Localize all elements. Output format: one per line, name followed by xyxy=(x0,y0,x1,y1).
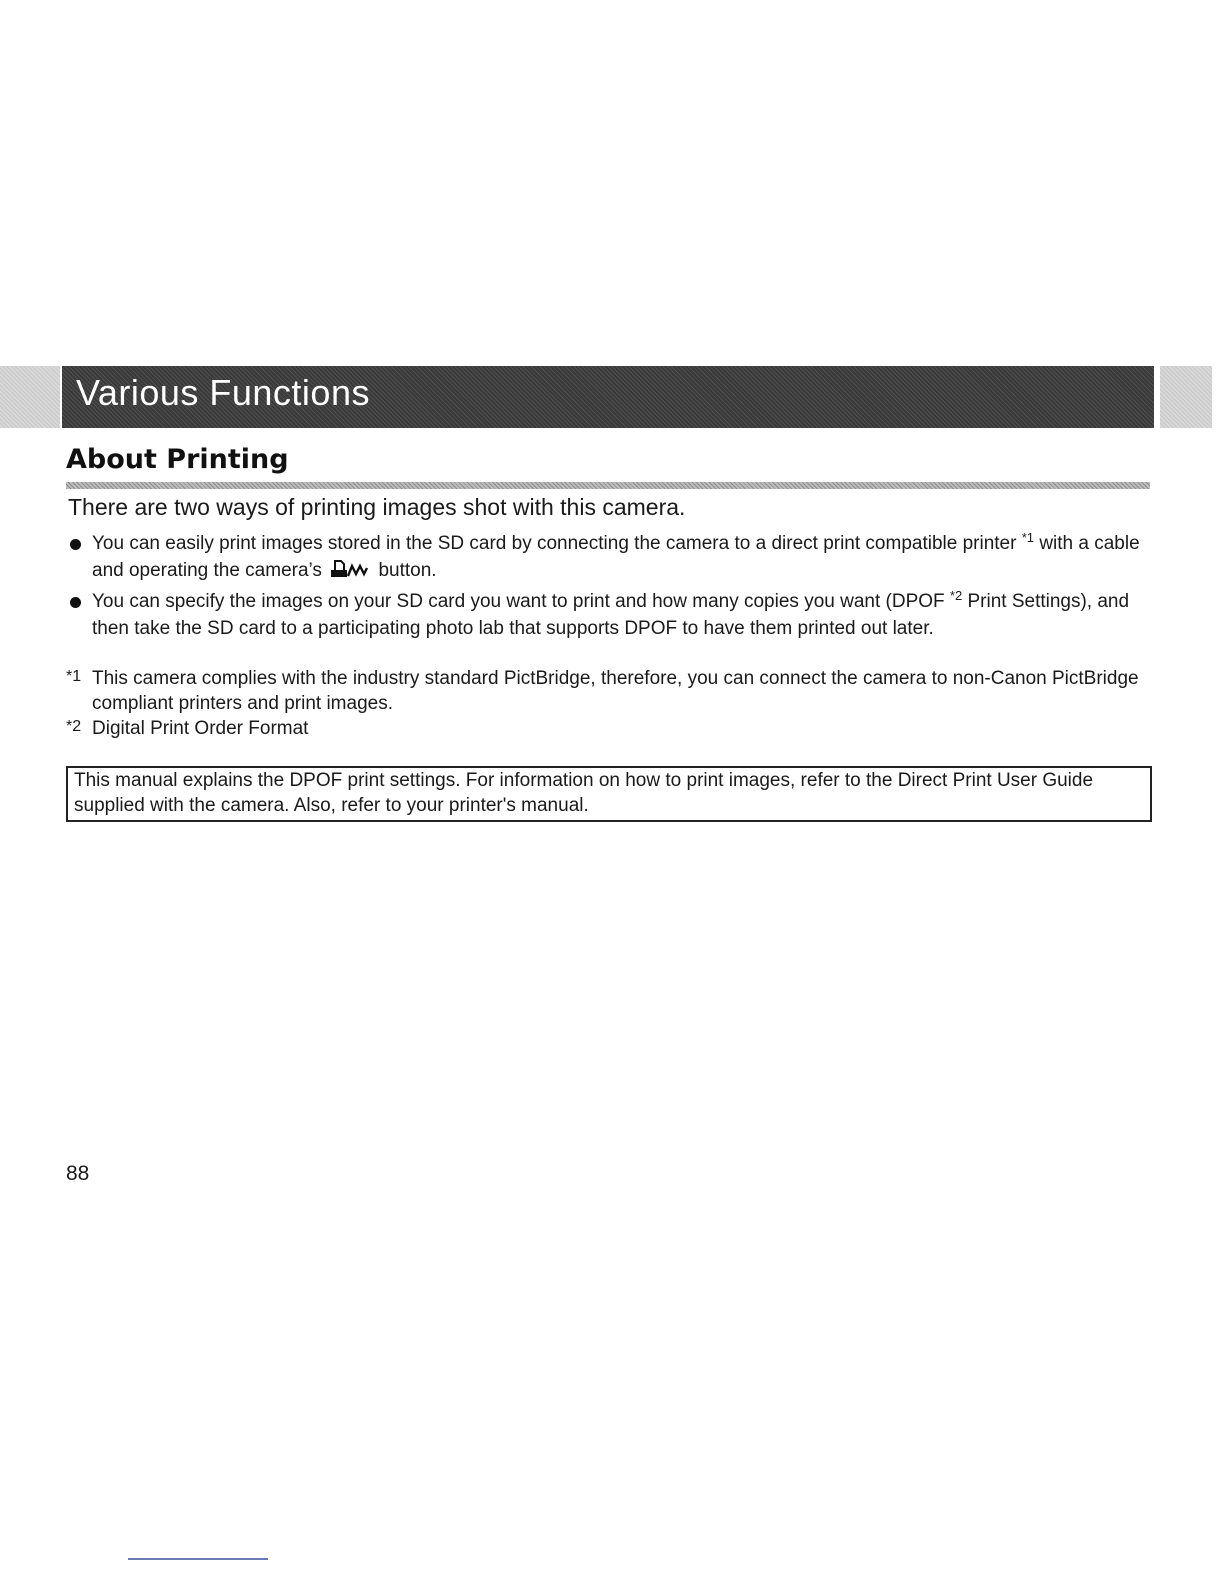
bullet-dot xyxy=(70,597,81,608)
heading-divider xyxy=(66,482,1150,489)
print-share-icon xyxy=(330,559,370,587)
bullet-list xyxy=(66,530,1156,643)
section-band xyxy=(0,366,1212,428)
footnote-2 xyxy=(66,716,1156,741)
section-title: Various Functions xyxy=(76,372,370,413)
bullet-text: You can specify the images on your SD card you want to print and how many copies you want (DPOF xyxy=(92,591,945,612)
bullet-text: with a cable and operating the camera’s xyxy=(92,533,1140,581)
bullet-text: button. xyxy=(378,560,437,581)
bullet-item-dpof xyxy=(66,588,1156,642)
bottom-rule xyxy=(128,1558,268,1560)
footnote-1 xyxy=(66,666,1156,716)
footnotes xyxy=(66,666,1156,741)
footnote-mark: *2 xyxy=(66,718,82,735)
page-heading: About Printing xyxy=(66,444,289,475)
band-title-bar xyxy=(62,366,1154,428)
footnote-ref: *1 xyxy=(1021,530,1035,545)
footnote-text: Digital Print Order Format xyxy=(92,718,309,739)
bullet-item-direct-print xyxy=(66,530,1156,587)
intro-text: There are two ways of printing images shot with this camera. xyxy=(68,494,686,520)
band-left-tab xyxy=(0,366,60,428)
footnote-text: This camera complies with the industry standard PictBridge, therefore, you can connect the camera to non-Canon PictBridge compliant printers and print images. xyxy=(92,668,1139,714)
bullet-text: You can easily print images stored in the SD card by connecting the camera to a direct print compatible printer xyxy=(92,533,1017,554)
bullet-dot xyxy=(70,539,81,550)
page-number: 88 xyxy=(66,1162,90,1185)
notice-box: This manual explains the DPOF print settings. For information on how to print images, refer to the Direct Print User Guide supplied with the camera. Also, refer to your printer's manual. xyxy=(66,766,1152,822)
band-right-tab xyxy=(1160,366,1212,428)
bullet-text: Print Settings), and then take the SD card to a participating photo lab that supports DPOF to have them printed out later. xyxy=(92,591,1130,639)
footnote-mark: *1 xyxy=(66,668,82,685)
footnote-ref: *2 xyxy=(949,588,963,603)
